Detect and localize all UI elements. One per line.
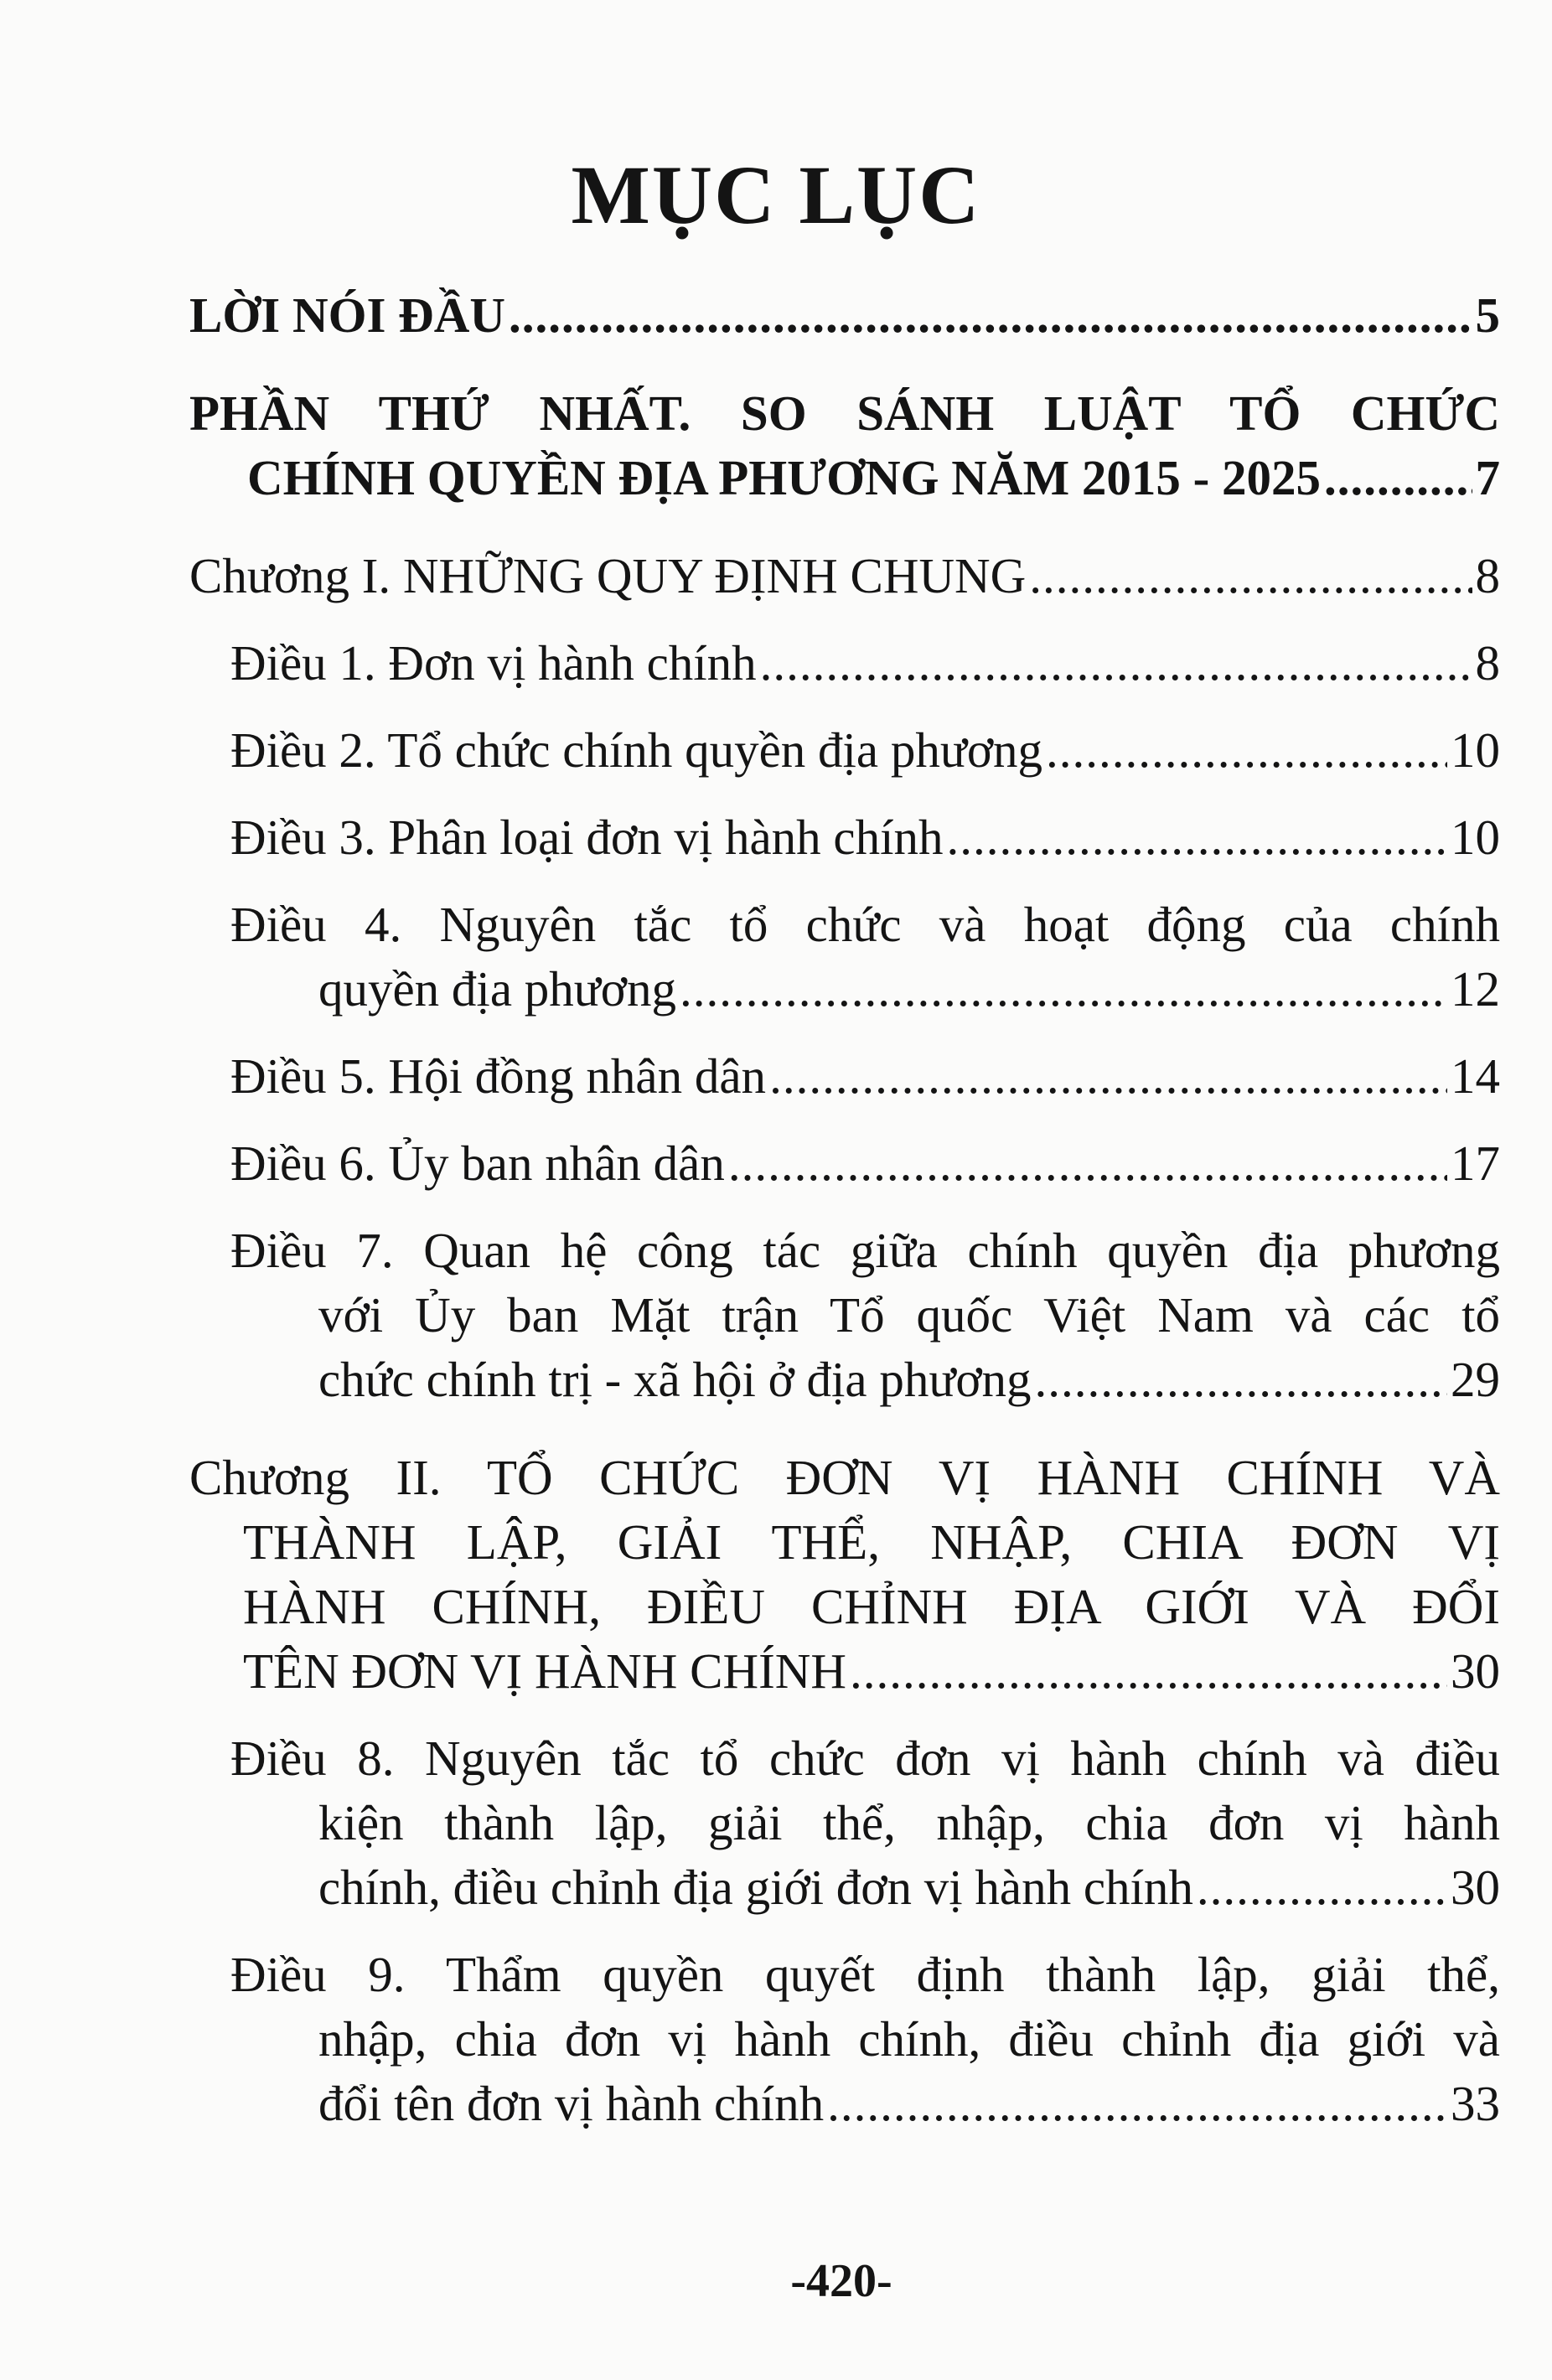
toc-entry-text: Điều 5. Hội đồng nhân dân: [230, 1048, 767, 1104]
toc-entry-text: Chương II. TỔ CHỨC ĐƠN VỊ HÀNH CHÍNH VÀ: [189, 1450, 1500, 1505]
toc-entry-line: [189, 805, 1500, 870]
page-title: MỤC LỤC: [571, 148, 981, 241]
toc-entry-line: [189, 1044, 1500, 1109]
toc-page-number: 33: [1451, 2076, 1500, 2131]
toc-entry-line: [189, 1283, 1500, 1348]
dot-leader: [1035, 1348, 1447, 1412]
toc-entry: [189, 805, 1500, 870]
toc-entry-text: chức chính trị - xã hội ở địa phương: [318, 1352, 1032, 1407]
toc-entry-line: [189, 1943, 1500, 2007]
toc-entry-line: [189, 1348, 1500, 1412]
toc-page-number: 8: [1475, 548, 1500, 603]
toc-entry: [189, 1218, 1500, 1412]
dot-leader: [850, 1639, 1447, 1704]
toc-entry-line: [189, 1726, 1500, 1791]
dot-leader: [1324, 446, 1472, 510]
dot-leader: [769, 1044, 1447, 1109]
dot-leader: [827, 2072, 1447, 2136]
toc-entry-text: CHÍNH QUYỀN ĐỊA PHƯƠNG NĂM 2015 - 2025: [247, 450, 1322, 505]
toc-page-number: 17: [1451, 1136, 1500, 1191]
toc-entry-text: Điều 8. Nguyên tắc tổ chức đơn vị hành chính và điều: [230, 1731, 1500, 1786]
toc-entry-line: [189, 381, 1500, 446]
toc-entry-text: Điều 6. Ủy ban nhân dân: [230, 1136, 725, 1191]
toc-entry-line: [189, 892, 1500, 957]
dot-leader: [728, 1131, 1447, 1196]
toc-entry-text: THÀNH LẬP, GIẢI THỂ, NHẬP, CHIA ĐƠN VỊ: [243, 1514, 1500, 1570]
toc-entry-text: Điều 7. Quan hệ công tác giữa chính quyền địa phương: [230, 1223, 1500, 1278]
toc-entry-line: [189, 1131, 1500, 1196]
toc-entry-line: [189, 1855, 1500, 1920]
toc-page-number: 14: [1451, 1048, 1500, 1104]
toc-entry-text: nhập, chia đơn vị hành chính, điều chỉnh địa giới và: [318, 2011, 1500, 2067]
toc-entry: [189, 892, 1500, 1022]
toc-entry-line: [189, 1639, 1500, 1704]
toc-entry: [189, 381, 1500, 510]
toc-entry-line: [189, 631, 1500, 696]
toc-entry-text: TÊN ĐƠN VỊ HÀNH CHÍNH: [243, 1643, 846, 1699]
toc-entry: [189, 1726, 1500, 1920]
toc-entry-text: PHẦN THỨ NHẤT. SO SÁNH LUẬT TỔ CHỨC: [189, 385, 1500, 441]
toc-entry: [189, 544, 1500, 608]
toc-entry-line: [189, 957, 1500, 1022]
toc-page-number: 8: [1475, 635, 1500, 691]
dot-leader: [680, 957, 1447, 1022]
toc-entry-text: Điều 2. Tổ chức chính quyền địa phương: [230, 722, 1043, 778]
table-of-contents: [189, 283, 1500, 2136]
toc-entry: [189, 631, 1500, 696]
toc-page-number: 10: [1451, 722, 1500, 778]
toc-entry: [189, 1044, 1500, 1109]
toc-entry-line: [189, 1791, 1500, 1855]
toc-entry: [189, 1943, 1500, 2136]
toc-entry-line: [189, 544, 1500, 608]
dot-leader: [509, 283, 1472, 348]
toc-page-number: 5: [1475, 287, 1500, 343]
dot-leader: [1029, 544, 1472, 608]
toc-entry: [189, 1131, 1500, 1196]
toc-entry-line: [189, 1510, 1500, 1575]
toc-entry-line: [189, 1218, 1500, 1283]
toc-entry-line: [189, 718, 1500, 783]
dot-leader: [760, 631, 1472, 696]
toc-page-number: 30: [1451, 1860, 1500, 1915]
page-number: -420-: [790, 2255, 892, 2307]
toc-entry-text: Điều 1. Đơn vị hành chính: [230, 635, 757, 691]
toc-page-number: 7: [1475, 450, 1500, 505]
toc-entry-text: Điều 3. Phân loại đơn vị hành chính: [230, 810, 944, 865]
toc-page-number: 29: [1451, 1352, 1500, 1407]
toc-entry-line: [189, 2007, 1500, 2072]
toc-entry-text: Điều 4. Nguyên tắc tổ chức và hoạt động của chính: [230, 897, 1500, 952]
dot-leader: [947, 805, 1447, 870]
toc-page-number: 12: [1451, 961, 1500, 1017]
dot-leader: [1046, 718, 1447, 783]
toc-entry-text: với Ủy ban Mặt trận Tổ quốc Việt Nam và các tổ: [318, 1287, 1500, 1343]
toc-entry-text: quyền địa phương: [318, 961, 676, 1017]
toc-entry-line: [189, 1575, 1500, 1639]
toc-page-number: 10: [1451, 810, 1500, 865]
toc-entry: [189, 1446, 1500, 1704]
dot-leader: [1197, 1855, 1447, 1920]
toc-page-number: 30: [1451, 1643, 1500, 1699]
toc-entry: [189, 283, 1500, 348]
toc-entry-text: HÀNH CHÍNH, ĐIỀU CHỈNH ĐỊA GIỚI VÀ ĐỔI: [243, 1579, 1500, 1634]
toc-entry-text: chính, điều chỉnh địa giới đơn vị hành chính: [318, 1860, 1193, 1915]
toc-entry: [189, 718, 1500, 783]
toc-entry-line: [189, 283, 1500, 348]
toc-entry-line: [189, 1446, 1500, 1510]
toc-entry-text: đổi tên đơn vị hành chính: [318, 2076, 825, 2131]
toc-entry-text: LỜI NÓI ĐẦU: [189, 287, 505, 343]
toc-entry-text: Điều 9. Thẩm quyền quyết định thành lập, giải thể,: [230, 1947, 1500, 2002]
toc-entry-text: Chương I. NHỮNG QUY ĐỊNH CHUNG: [189, 548, 1027, 603]
toc-entry-line: [189, 446, 1500, 510]
toc-entry-text: kiện thành lập, giải thể, nhập, chia đơn vị hành: [318, 1795, 1500, 1850]
toc-entry-line: [189, 2072, 1500, 2136]
